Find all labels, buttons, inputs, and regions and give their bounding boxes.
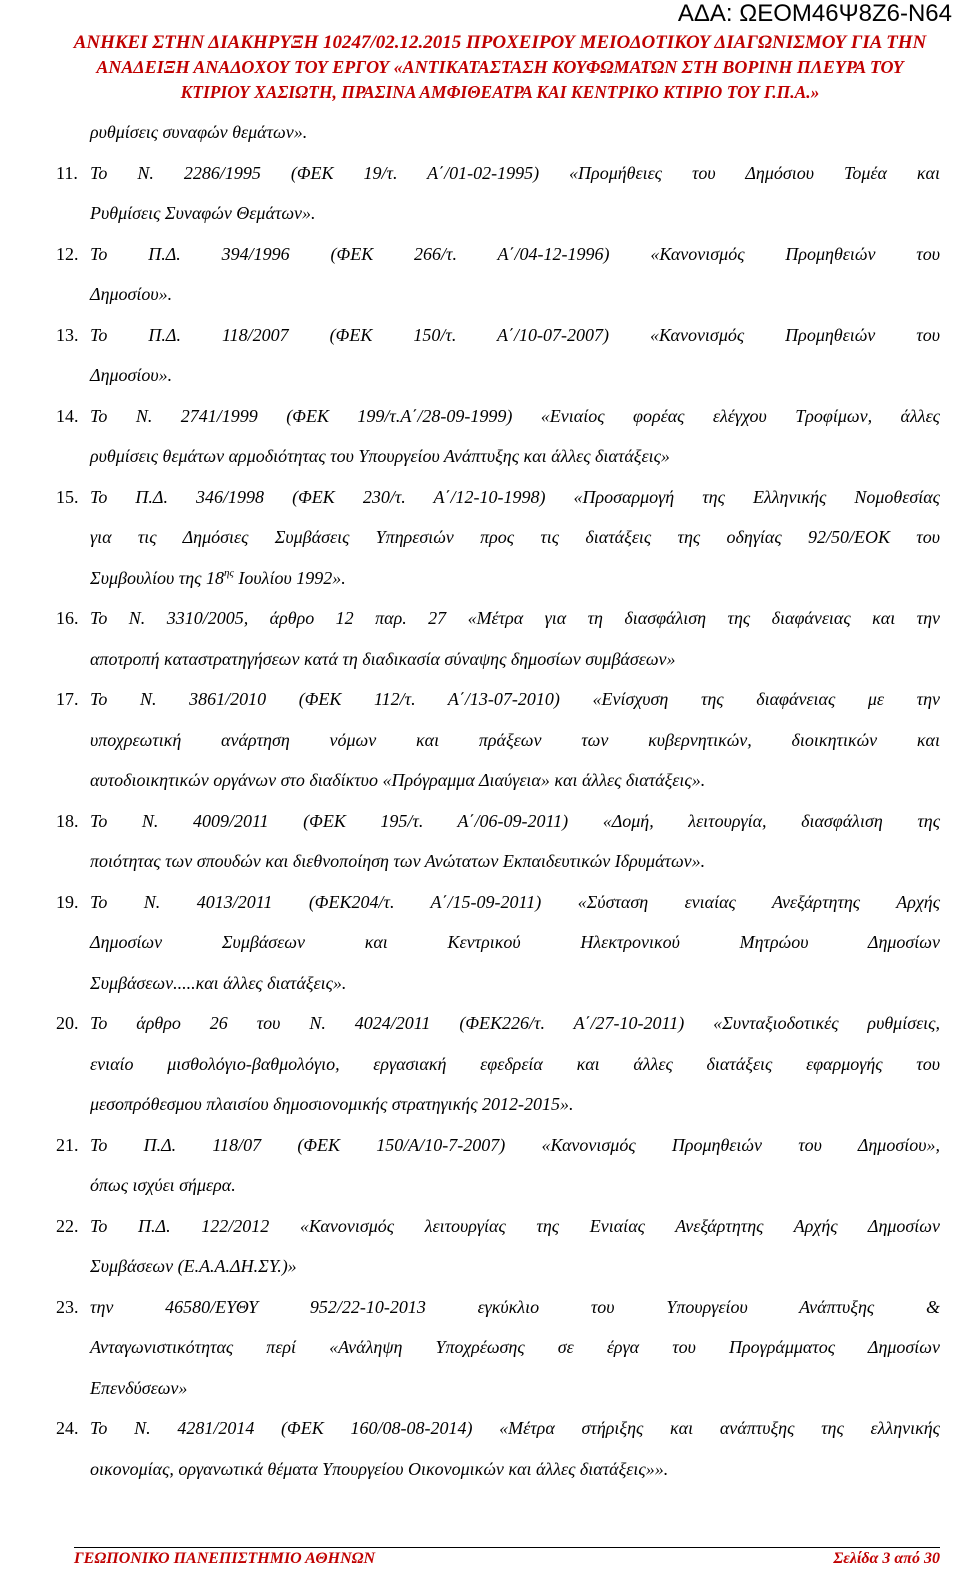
item-line: ρυθμίσεις θεμάτων αρμοδιότητας του Υπουργείου Ανάπτυξης και άλλες διατάξεις» — [90, 446, 670, 466]
list-item — [56, 477, 940, 599]
item-line: όπως ισχύει σήμερα. — [90, 1175, 236, 1195]
item-line: ποιότητας των σπουδών και διεθνοποίηση των Ανώτατων Εκπαιδευτικών Ιδρυμάτων». — [90, 851, 706, 871]
item-line: Δημοσίων Συμβάσεων και Κεντρικού Ηλεκτρονικού Μητρώου Δημοσίων — [90, 932, 940, 952]
item-line: Συμβάσεων.....και άλλες διατάξεις». — [90, 972, 347, 993]
item-line: Το Ν. 2741/1999 (ΦΕΚ 199/τ.Α΄/28-09-1999) «Ενιαίος φορέας ελέγχου Τροφίμων, άλλες — [90, 405, 940, 426]
item-line: ενιαίο μισθολόγιο-βαθμολόγιο, εργασιακή εφεδρεία και άλλες διατάξεις εφαρμογής του — [90, 1053, 940, 1074]
item-line: Το Π.Δ. 346/1998 (ΦΕΚ 230/τ. Α΄/12-10-1998) «Προσαρμογή της Ελληνικής Νομοθεσίας — [90, 486, 940, 507]
list-item — [56, 1408, 940, 1489]
item-number: 16. — [56, 608, 79, 628]
item-line: υποχρεωτική ανάρτηση νόμων και πράξεων των κυβερνητικών, διοικητικών και — [90, 729, 940, 750]
list-item — [56, 396, 940, 477]
item-line: για τις Δημόσιες Συμβάσεις Υπηρεσιών προς τις διατάξεις της οδηγίας 92/50/ΕΟΚ του — [90, 527, 940, 547]
item-line: Το Ν. 2286/1995 (ΦΕΚ 19/τ. Α΄/01-02-1995) «Προμήθειες του Δημόσιου Τομέα και — [90, 162, 940, 183]
list-item — [56, 1125, 940, 1206]
item-number: 15. — [56, 486, 79, 507]
list-item — [56, 1206, 940, 1287]
ada-code: ΑΔΑ: ΩΕΟΜ46Ψ8Ζ6-Ν64 — [677, 0, 952, 27]
list-item — [56, 882, 940, 1004]
document-header — [60, 30, 940, 105]
item-number: 12. — [56, 243, 79, 264]
item-number: 19. — [56, 891, 79, 912]
item-number: 21. — [56, 1134, 79, 1155]
item-line: Το Ν. 3310/2005, άρθρο 12 παρ. 27 «Μέτρα για τη διασφάλιση της διαφάνειας και την — [90, 608, 940, 628]
item-number: 18. — [56, 810, 79, 831]
list-item — [56, 234, 940, 315]
item-number: 11. — [56, 162, 78, 183]
item-line: Ανταγωνιστικότητας περί «Ανάληψη Υποχρέωσης σε έργα του Προγράμματος Δημοσίων — [90, 1337, 940, 1357]
list-item — [56, 1287, 940, 1409]
list-item — [56, 801, 940, 882]
item-number: 20. — [56, 1013, 79, 1033]
list-item — [56, 153, 940, 234]
page-number: Σελίδα 3 από 30 — [833, 1550, 940, 1567]
item-line: αυτοδιοικητικών οργάνων στο διαδίκτυο «Πρόγραμμα Διαύγεια» και άλλες διατάξεις». — [90, 770, 706, 790]
item-line: μεσοπρόθεσμου πλαισίου δημοσιονομικής στρατηγικής 2012-2015». — [90, 1094, 574, 1114]
item-line: Το άρθρο 26 του Ν. 4024/2011 (ΦΕΚ226/τ. Α΄/27-10-2011) «Συνταξιοδοτικές ρυθμίσεις, — [90, 1013, 940, 1033]
continuation-line: ρυθμίσεις συναφών θεμάτων». — [90, 122, 308, 142]
list-item — [56, 1003, 940, 1125]
item-line: Το Π.Δ. 394/1996 (ΦΕΚ 266/τ. Α΄/04-12-1996) «Κανονισμός Προμηθειών του — [90, 243, 940, 264]
list-item — [56, 315, 940, 396]
header-line-2: ΑΝΑΔΕΙΞΗ ΑΝΑΔΟΧΟΥ ΤΟΥ ΕΡΓΟΥ «ΑΝΤΙΚΑΤΑΣΤΑΣΗ ΚΟΥΦΩΜΑΤΩΝ ΣΤΗ ΒΟΡΙΝΗ ΠΛΕΥΡΑ ΤΟΥ — [96, 57, 904, 77]
header-line-3: ΚΤΙΡΙΟΥ ΧΑΣΙΩΤΗ, ΠΡΑΣΙΝΑ ΑΜΦΙΘΕΑΤΡΑ ΚΑΙ ΚΕΝΤΡΙΚΟ ΚΤΙΡΙΟ ΤΟΥ Γ.Π.Α.» — [180, 82, 820, 102]
item-line: Το Π.Δ. 122/2012 «Κανονισμός λειτουργίας της Ενιαίας Ανεξάρτητης Αρχής Δημοσίων — [90, 1215, 940, 1236]
item-number: 14. — [56, 405, 79, 426]
item-line: Το Ν. 4281/2014 (ΦΕΚ 160/08-08-2014) «Μέτρα στήριξης και ανάπτυξης της ελληνικής — [90, 1418, 940, 1438]
item-line: Το Π.Δ. 118/07 (ΦΕΚ 150/Α/10-7-2007) «Κανονισμός Προμηθειών του Δημοσίου», — [90, 1134, 940, 1155]
item-number: 17. — [56, 689, 79, 709]
footer-institution: ΓΕΩΠΟΝΙΚΟ ΠΑΝΕΠΙΣΤΗΜΙΟ ΑΘΗΝΩΝ — [74, 1550, 376, 1567]
item-number: 24. — [56, 1418, 79, 1438]
item-line: Δημοσίου». — [90, 365, 173, 385]
item-line: Συμβάσεων (Ε.Α.Α.ΔΗ.ΣΥ.)» — [90, 1256, 297, 1276]
item-number: 13. — [56, 324, 79, 345]
item-line: Το Ν. 3861/2010 (ΦΕΚ 112/τ. Α΄/13-07-2010) «Ενίσχυση της διαφάνειας με την — [90, 689, 940, 709]
item-line: Δημοσίου». — [90, 284, 173, 304]
item-line: Το Ν. 4009/2011 (ΦΕΚ 195/τ. Α΄/06-09-2011) «Δομή, λειτουργία, διασφάλιση της — [90, 810, 940, 831]
item-line: Επενδύσεων» — [90, 1377, 188, 1398]
list-item — [56, 598, 940, 679]
page-footer — [74, 1547, 940, 1574]
item-number: 23. — [56, 1296, 79, 1317]
header-line-1: ΑΝΗΚΕΙ ΣΤΗΝ ΔΙΑΚΗΡΥΞΗ 10247/02.12.2015 ΠΡΟΧΕΙΡΟΥ ΜΕΙΟΔΟΤΙΚΟΥ ΔΙΑΓΩΝΙΣΜΟΥ ΓΙΑ ΤΗΝ — [73, 32, 927, 53]
item-line: αποτροπή καταστρατηγήσεων κατά τη διαδικασία σύναψης δημοσίων συμβάσεων» — [90, 648, 676, 669]
item-number: 22. — [56, 1215, 79, 1236]
item-line: οικονομίας, οργανωτικά θέματα Υπουργείου Οικονομικών και άλλες διατάξεις»». — [90, 1458, 669, 1479]
item-line: Το Π.Δ. 118/2007 (ΦΕΚ 150/τ. Α΄/10-07-2007) «Κανονισμός Προμηθειών του — [90, 324, 940, 345]
document-body — [56, 112, 940, 1489]
item-line: Συμβουλίου της $18^{\eta\varsigma}$ Ιουλίου 1992». — [90, 566, 346, 588]
list-item — [56, 679, 940, 801]
item-line: Ρυθμίσεις Συναφών Θεμάτων». — [90, 203, 316, 223]
item-line: Το Ν. 4013/2011 (ΦΕΚ204/τ. Α΄/15-09-2011) «Σύσταση ενιαίας Ανεξάρτητης Αρχής — [90, 891, 940, 912]
item-line: την 46580/ΕΥΘΥ 952/22-10-2013 εγκύκλιο του Υπουργείου Ανάπτυξης & — [90, 1296, 940, 1317]
